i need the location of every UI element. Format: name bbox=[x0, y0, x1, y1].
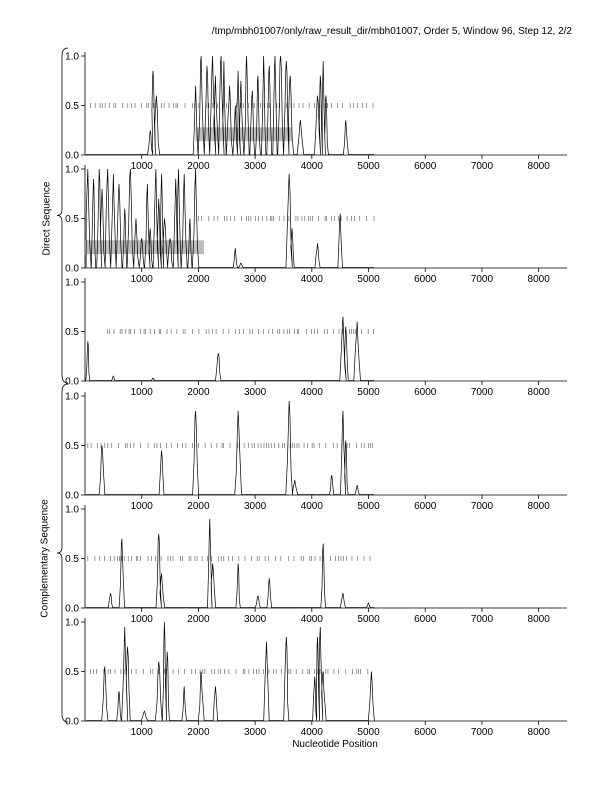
panel-2-x-tick-label: 4000 bbox=[300, 274, 323, 285]
panel-1-y-tick-label: 0.0 bbox=[65, 150, 79, 162]
panel-3-x-tick-label: 5000 bbox=[357, 387, 380, 398]
panel-1-y-tick-label: 1.0 bbox=[65, 51, 79, 63]
panel-5-x-tick-label: 5000 bbox=[357, 614, 380, 625]
panel-5-coding-potential-line bbox=[86, 519, 374, 608]
panel-5-x-tick-label: 3000 bbox=[243, 614, 267, 625]
panel-1-x-tick-label: 6000 bbox=[414, 161, 437, 172]
panel-3-y-tick-label: 0.5 bbox=[65, 327, 79, 338]
panel-4-x-tick-label: 3000 bbox=[243, 501, 267, 512]
panel-3-x-tick-label: 4000 bbox=[300, 387, 323, 398]
panel-4-x-tick-label: 4000 bbox=[300, 501, 323, 512]
panel-4-x-tick-label: 2000 bbox=[187, 501, 210, 512]
panel-6-y-tick-label: 1.0 bbox=[65, 617, 79, 629]
panel-4-y-tick-label: 1.0 bbox=[65, 391, 79, 403]
group-label-direct-sequence: Direct Sequence bbox=[41, 181, 53, 256]
panel-5-y-tick-label: 0.0 bbox=[65, 603, 79, 615]
x-axis-label: Nucleotide Position bbox=[292, 739, 378, 750]
panel-3-x-tick-label: 1000 bbox=[130, 387, 153, 398]
panel-4-y-tick-label: 0.0 bbox=[65, 490, 79, 502]
panel-1-x-tick-label: 7000 bbox=[470, 161, 494, 172]
panel-5-x-tick-label: 6000 bbox=[414, 614, 437, 625]
panel-1-x-tick-label: 1000 bbox=[130, 161, 153, 172]
panel-1-x-tick-label: 8000 bbox=[527, 161, 550, 172]
panel-5-x-tick-label: 7000 bbox=[470, 614, 494, 625]
panel-6-x-tick-label: 4000 bbox=[300, 727, 323, 738]
panel-2-y-tick-label: 1.0 bbox=[65, 164, 79, 176]
panel-3-x-tick-label: 3000 bbox=[243, 387, 267, 398]
panel-3-y-tick-label: 0.0 bbox=[65, 376, 79, 388]
panel-3-x-tick-label: 7000 bbox=[470, 387, 494, 398]
panel-6-y-tick-label: 0.5 bbox=[65, 667, 79, 678]
panel-5-x-tick-label: 1000 bbox=[130, 614, 153, 625]
panel-2-x-tick-label: 8000 bbox=[527, 274, 550, 285]
panel-6-x-tick-label: 2000 bbox=[187, 727, 210, 738]
panel-6-coding-potential-line bbox=[86, 622, 374, 721]
panel-6-y-tick-label: 0.0 bbox=[65, 716, 79, 728]
panel-3-x-tick-label: 6000 bbox=[414, 387, 437, 398]
panel-1-y-tick-label: 0.5 bbox=[65, 101, 79, 112]
panel-5-x-tick-label: 8000 bbox=[527, 614, 550, 625]
panel-6-x-tick-label: 5000 bbox=[357, 727, 380, 738]
panel-1-x-tick-label: 2000 bbox=[187, 161, 210, 172]
panel-2-y-tick-label: 0.5 bbox=[65, 214, 79, 225]
panel-4-y-tick-label: 0.5 bbox=[65, 441, 79, 452]
panel-2-x-tick-label: 6000 bbox=[414, 274, 437, 285]
panel-6-x-tick-label: 6000 bbox=[414, 727, 437, 738]
panel-5-y-tick-label: 1.0 bbox=[65, 504, 79, 516]
panel-2-x-tick-label: 7000 bbox=[470, 274, 494, 285]
panel-2-x-tick-label: 5000 bbox=[357, 274, 380, 285]
panel-3-x-tick-label: 8000 bbox=[527, 387, 550, 398]
panel-4-x-tick-label: 1000 bbox=[130, 501, 153, 512]
panel-4-x-tick-label: 7000 bbox=[470, 501, 494, 512]
panel-6-x-tick-label: 3000 bbox=[243, 727, 267, 738]
panel-3-y-tick-label: 1.0 bbox=[65, 277, 79, 289]
panel-5-x-tick-label: 4000 bbox=[300, 614, 323, 625]
panel-2-x-tick-label: 3000 bbox=[243, 274, 267, 285]
panel-3-coding-potential-line bbox=[86, 317, 374, 381]
page-title: /tmp/mbh01007/only/raw_result_dir/mbh01007, Order 5, Window 96, Step 12, 2/2 bbox=[211, 26, 572, 37]
panel-1-x-tick-label: 5000 bbox=[357, 161, 380, 172]
panel-1-x-tick-label: 3000 bbox=[243, 161, 267, 172]
panel-2-x-tick-label: 1000 bbox=[130, 274, 153, 285]
panel-6-x-tick-label: 7000 bbox=[470, 727, 494, 738]
panel-5-x-tick-label: 2000 bbox=[187, 614, 210, 625]
group-label-complementary-sequence: Complementary Sequence bbox=[39, 499, 51, 618]
panel-5-y-tick-label: 0.5 bbox=[65, 554, 79, 565]
panel-4-x-tick-label: 5000 bbox=[357, 501, 380, 512]
panel-3-x-tick-label: 2000 bbox=[187, 387, 210, 398]
panel-4-x-tick-label: 8000 bbox=[527, 501, 550, 512]
panel-1-x-tick-label: 4000 bbox=[300, 161, 323, 172]
panel-4-x-tick-label: 6000 bbox=[414, 501, 437, 512]
panel-6-x-tick-label: 8000 bbox=[527, 727, 550, 738]
panel-2-y-tick-label: 0.0 bbox=[65, 263, 79, 275]
panel-6-x-tick-label: 1000 bbox=[130, 727, 153, 738]
panel-2-x-tick-label: 2000 bbox=[187, 274, 210, 285]
